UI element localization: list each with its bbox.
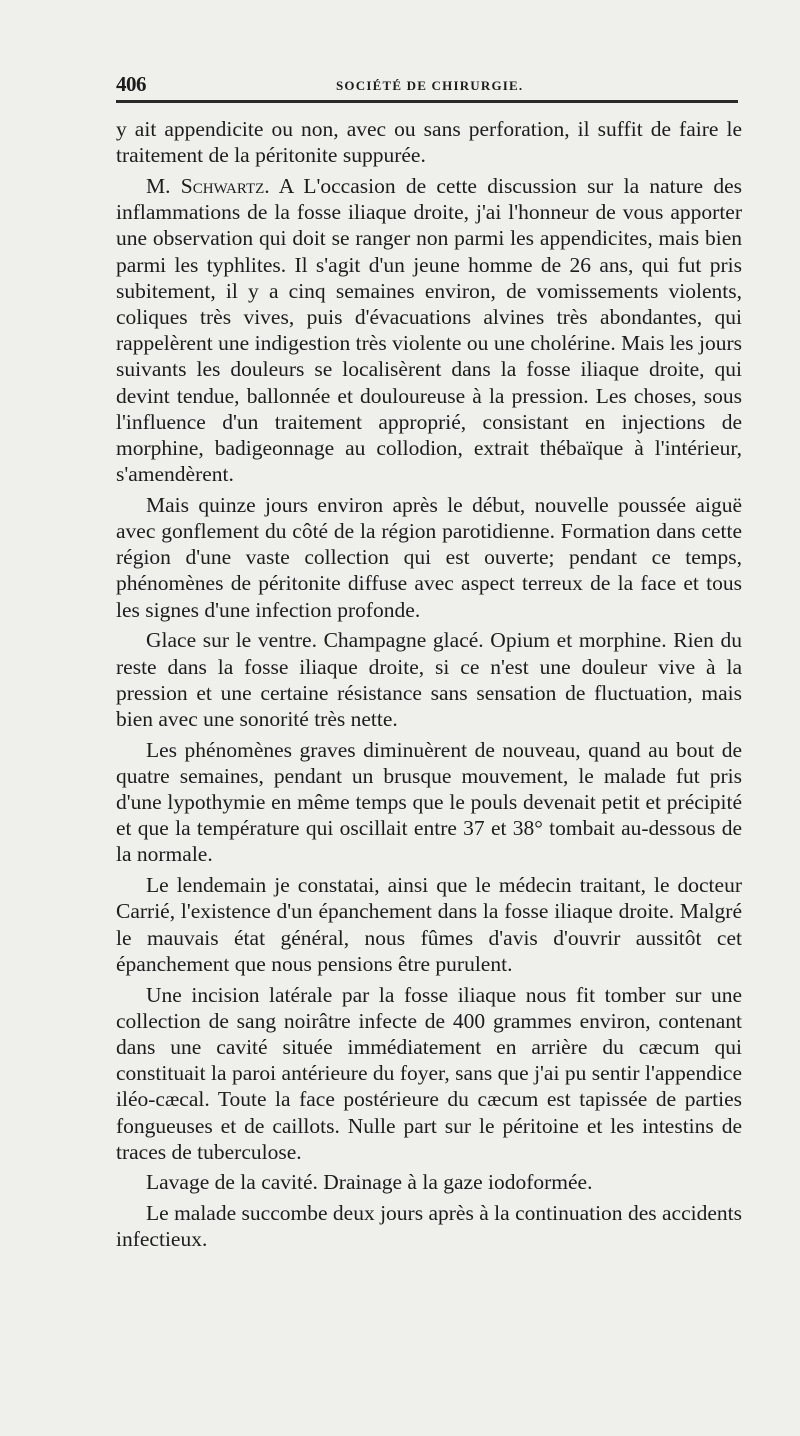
- paragraph-4: Glace sur le ventre. Champagne glacé. Opium et morphine. Rien du reste dans la fosse iliaque droite, si ce n'est une douleur vive à la pression et une certaine résistance sans sensation de fluctuation, mais bien avec une sonorité très nette.: [116, 628, 742, 731]
- page-number: 406: [116, 72, 146, 96]
- paragraph-5: Les phénomènes graves diminuèrent de nouveau, quand au bout de quatre semaines, pendant un brusque mouvement, le malade fut pris d'une lypothymie en même temps que le pouls devenait petit et précipité et que la température qui oscillait entre 37 et 38° tombait au-dessous de la normale.: [116, 737, 742, 867]
- header-rule: [116, 100, 738, 103]
- paragraph-3: Mais quinze jours environ après le début, nouvelle poussée aiguë avec gonflement du côté de la région parotidienne. Formation dans cette région d'une vaste collection qui est ouverte; pendant ce temps, phénomènes de péritonite diffuse avec aspect terreux de la face et tous les signes d'une infection profonde.: [116, 492, 742, 622]
- paragraph-7: Une incision latérale par la fosse iliaque nous fit tomber sur une collection de sang noirâtre infecte de 400 grammes environ, contenant dans une cavité située immédiatement en arrière du cæcum qui constituait la paroi antérieure du foyer, sans que j'ai pu sentir l'appendice iléo-cæcal. Toute la face postérieure du cæcum est tapissée de parties fongueuses et de caillots. Nulle part sur le péritoine et les intestins de traces de tuberculose.: [116, 982, 742, 1164]
- paragraph-1: y ait appendicite ou non, avec ou sans perforation, il suffit de faire le traitement de la péritonite suppurée.: [116, 117, 742, 168]
- page-header: [116, 68, 738, 98]
- speaker-name: M. Schwartz.: [146, 173, 270, 198]
- paragraph-8: Lavage de la cavité. Drainage à la gaze iodoformée.: [146, 1170, 593, 1195]
- running-title: SOCIÉTÉ DE CHIRURGIE.: [336, 78, 524, 93]
- paragraph-2-text: L'occasion de cette discussion sur la nature des inflammations de la fosse iliaque droite, j'ai l'honneur de vous apporter une observation qui doit se ranger non parmi les appendicites, mais bien parmi les typhlites. Il s'agit d'un jeune homme de 26 ans, qui fut pris subitement, il y a cinq semaines environ, de vomissements violents, coliques très vives, puis d'évacuations alvines très abondantes, qui rappelèrent une indigestion très violente ou une cholérine. Mais les jours suivants les douleurs se localisèrent dans la fosse iliaque droite, qui devint tendue, ballonnée et douloureuse à la pression. Les choses, sous l'influence d'un traitement approprié, consistant en injections de morphine, badigeonnage au collodion, extrait thébaïque à l'intérieur, s'amendèrent.: [116, 173, 743, 487]
- paragraph-6: Le lendemain je constatai, ainsi que le médecin traitant, le docteur Carrié, l'existence d'un épanchement dans la fosse iliaque droite. Malgré le mauvais état général, nous fûmes d'avis d'ouvrir aussitôt cet épanchement que nous pensions être purulent.: [116, 873, 742, 976]
- paragraph-9: Le malade succombe deux jours après à la continuation des accidents infectieux.: [116, 1201, 742, 1252]
- paragraph-2: M. Schwartz. A L'occasion de cette discussion sur la nature des inflammations de la fosse iliaque droite, j'ai l'honneur de vous apporter une observation qui doit se ranger non parmi les appendicites, mais bien parmi les typhlites. Il s'agit d'un jeune homme de 26 ans, qui fut pris subitement, il y a cinq semaines environ, de vomissements violents, coliques très vives, puis d'évacuations alvines très abondantes, qui rappelèrent une indigestion très violente ou une cholérine. Mais les jours suivants les douleurs se localisèrent dans la fosse iliaque droite, qui devint tendue, ballonnée et douloureuse à la pression. Les choses, sous l'influence d'un traitement approprié, consistant en injections de morphine, badigeonnage au collodion, extrait thébaïque à l'intérieur, s'amendèrent.: [116, 173, 743, 487]
- body-text: [116, 116, 742, 1257]
